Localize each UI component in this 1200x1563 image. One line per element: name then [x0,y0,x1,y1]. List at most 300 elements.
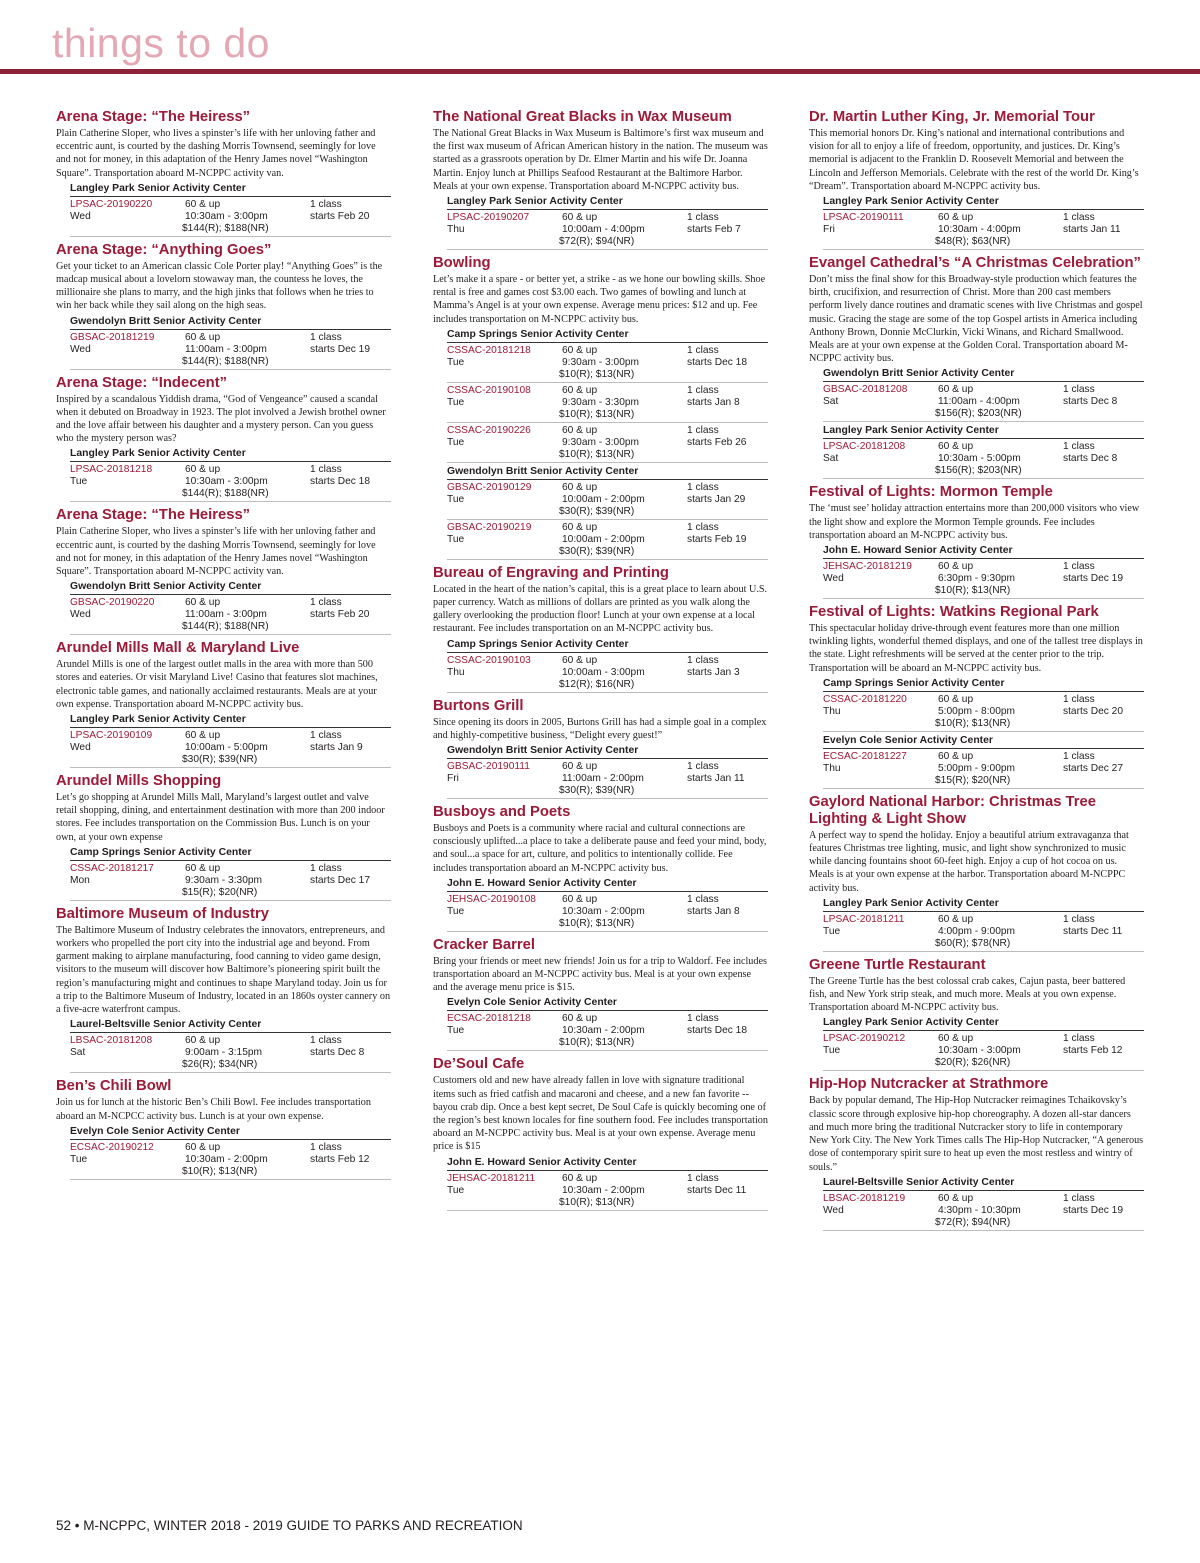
session-fee: $10(R); $13(NR) [935,717,1011,729]
session-code: CSSAC-20190226 [447,424,531,436]
session-time: 5:00pm - 9:00pm [938,762,1016,774]
location-block [823,424,1144,479]
event-description: Bring your friends or meet new friends! Join us for a trip to Waldorf. Fee includes transportation aboard an M-NCPPC activity bus. Meal is at your own expense and the average menu price is $15. [433,955,767,994]
event-description: Inspired by a scandalous Yiddish drama, “God of Vengeance” caused a scandal when it debuted on Broadway in 1923. The plot involved a Jewish brothel owner and the love affair between his daughter and a mystery person. Can you guess who the mystery person was? [56,393,386,445]
session-time: 11:00am - 3:00pm [185,343,267,355]
header-rule [0,69,1200,74]
event-description: Get your ticket to an American classic Cole Porter play! “Anything Goes” is the madcap musical about a lovelorn stowaway man, the countess he loves, the millionaire she plans to marry, and the high jinks that follows when he tries to win her back while they sail along on the high seas. [56,260,383,312]
session-code: LPSAC-20181218 [70,464,153,476]
location-name: Camp Springs Senior Activity Center [447,638,768,653]
session-fee: $144(R); $188(NR) [182,488,269,500]
session-fee: $15(R); $20(NR) [182,886,258,898]
session-time: 10:00am - 5:00pm [185,742,268,754]
session-day: Thu [823,705,841,717]
session-start: starts Dec 11 [1063,925,1123,937]
session-fee: $144(R); $188(NR) [182,621,269,633]
session-time: 10:30am - 2:00pm [185,1153,268,1165]
location-block [447,877,768,932]
event-title: Arena Stage: “Anything Goes” [56,241,272,258]
session-count: 1 class [687,761,719,773]
event-title: Arena Stage: “Indecent” [56,374,228,391]
event-title: Burtons Grill [433,697,524,714]
event-description: This spectacular holiday drive-through event features more than one million twinkling lights, wonderful themed displays, and one of the tallest tree displays in the state. Light refreshments will be served at the center prior to the trip. Transportation will be aboard an M-NCPPC activity bus. [809,623,1143,674]
event-title: De’Soul Cafe [433,1056,525,1073]
session-code: LPSAC-20190111 [823,212,904,224]
session-count: 1 class [687,521,719,533]
session-row [823,439,1144,479]
session-fee: $30(R); $39(NR) [559,505,635,517]
location-block [70,1018,391,1073]
location-block [70,1125,391,1180]
session-row [447,759,768,799]
location-name: Laurel-Beltsville Senior Activity Center [823,1176,1144,1191]
session-code: GBSAC-20181208 [823,384,908,396]
session-start: starts Dec 19 [1063,1204,1124,1216]
session-code: GBSAC-20181219 [70,331,155,343]
event-description: Busboys and Poets is a community where racial and cultural connections are consciously uplifted...a place to take a deliberate pause and feed your mind, body, and soul...a space for art, culture, and politics to intentionally collide. Fee includes transportation aboard an M-NCPPC activity bus. [433,823,767,874]
location-name: John E. Howard Senior Activity Center [447,877,768,892]
session-time: 11:00am - 2:00pm [562,773,644,785]
session-row [823,749,1144,789]
event-title: Ben’s Chili Bowl [56,1078,172,1095]
location-block [447,1156,768,1211]
session-age: 60 & up [938,693,974,705]
session-code: LPSAC-20190207 [447,212,530,224]
session-row [447,1011,768,1051]
location-name: Langley Park Senior Activity Center [70,447,391,462]
content-columns [56,109,1146,1509]
session-code: GBSAC-20190220 [70,597,155,609]
event-description: Arundel Mills is one of the largest outlet malls in the area with more than 500 stores and eateries. Or visit Maryland Live! Casino that features slot machines, electronic table games, and nationally acclaimed restaurants. Meals are at your own expense. Transportation aboard M-NCPPC activity bus. [56,659,378,710]
session-time: 10:00am - 4:00pm [562,224,645,236]
event-listing [809,794,1144,952]
location-name: Langley Park Senior Activity Center [823,1016,1144,1031]
session-code: JEHSAC-20181219 [823,561,912,573]
session-code: GBSAC-20190129 [447,481,532,493]
session-age: 60 & up [938,441,974,453]
session-age: 60 & up [562,761,598,773]
event-title: The National Great Blacks in Wax Museum [433,109,732,125]
session-time: 4:30pm - 10:30pm [938,1204,1021,1216]
event-title: Baltimore Museum of Industry [56,905,269,922]
session-age: 60 & up [185,730,221,742]
session-age: 60 & up [562,384,598,396]
session-day: Wed [70,210,91,222]
session-time: 9:00am - 3:15pm [185,1047,263,1059]
event-listing [56,906,391,1073]
location-name: Langley Park Senior Activity Center [823,195,1144,210]
session-age: 60 & up [938,1033,974,1045]
session-time: 6:30pm - 9:30pm [938,573,1016,585]
location-name: Gwendolyn Britt Senior Activity Center [447,744,768,759]
event-listing [56,109,391,237]
event-title: Arena Stage: “The Heiress” [56,109,251,125]
session-day: Thu [447,224,465,236]
location-block [447,195,768,250]
session-start: starts Jan 29 [687,493,746,505]
session-day: Fri [447,773,459,785]
session-start: starts Dec 8 [310,1047,365,1059]
location-block [447,744,768,799]
event-listing [56,242,391,370]
session-day: Tue [447,905,465,917]
event-description: Customers old and new have already fallen in love with signature traditional items such as fried catfish and macaroni and cheese, and a new fan favorite -- bayou crab dip. Once a best kept secret, De Soul Cafe is quickly becoming one of the region’s best known locales for fine southern food. Fee includes transportation aboard an M-NCPPC activity bus. Meal is at your own expense. Average menu price is $15 [433,1075,768,1153]
session-fee: $15(R); $20(NR) [935,774,1011,786]
session-code: LPSAC-20190109 [70,730,153,742]
session-row [70,1140,391,1180]
session-age: 60 & up [938,1192,974,1204]
event-title: Bowling [433,255,491,272]
session-code: ECSAC-20181227 [823,750,907,762]
session-code: JEHSAC-20190108 [447,893,536,905]
session-count: 1 class [310,1035,342,1047]
session-fee: $30(R); $39(NR) [182,754,258,766]
page-footer: 52 • M-NCPPC, WINTER 2018 - 2019 GUIDE TO PARKS AND RECREATION [56,1518,523,1533]
location-name: John E. Howard Senior Activity Center [823,544,1144,559]
session-row [70,197,391,237]
location-name: Langley Park Senior Activity Center [70,713,391,728]
session-code: GBSAC-20190111 [447,761,530,773]
location-name: Langley Park Senior Activity Center [70,182,391,197]
session-fee: $10(R); $13(NR) [559,408,635,420]
event-description: Since opening its doors in 2005, Burtons Grill has had a simple goal in a complex and highly-competitive business, “Delight every guest!” [433,716,767,741]
session-start: starts Jan 8 [687,396,740,408]
event-listing [433,804,768,932]
session-fee: $60(R); $78(NR) [935,937,1011,949]
location-block [70,315,391,370]
location-block [447,465,768,560]
location-block [70,580,391,635]
location-name: Gwendolyn Britt Senior Activity Center [70,315,391,330]
session-row [823,1031,1144,1071]
event-listing [433,109,768,250]
event-description: The National Great Blacks in Wax Museum is Baltimore’s first wax museum and the first wax museum of African American history in the nation. The museum was started as a grassroots operation by Dr. Elmer Martin and his wife Dr. Joanna Martin. Enjoy lunch at Phillips Seafood Restaurant at the Baltimore Harbor. Meals at your own expense. Transportation aboard M-NCPPC activity bus. [433,128,768,192]
event-title: Arundel Mills Mall & Maryland Live [56,640,300,657]
location-block [823,367,1144,422]
session-row [447,653,768,693]
session-day: Tue [70,1153,88,1165]
event-description: The Greene Turtle has the best colossal crab cakes, Cajun pasta, beer battered fish, and New York strip steak, and much more. Meals at you own expense. Transportation aboard M-NCPPC activity bus. [809,975,1126,1014]
session-start: starts Dec 11 [687,1184,747,1196]
session-fee: $10(R); $13(NR) [559,1196,635,1208]
session-start: starts Feb 12 [1063,1045,1123,1057]
session-fee: $30(R); $39(NR) [559,785,635,797]
session-start: starts Dec 27 [1063,762,1124,774]
session-row [823,692,1144,732]
session-code: GBSAC-20190219 [447,521,532,533]
session-row [70,861,391,901]
session-time: 10:30am - 3:00pm [938,1045,1021,1057]
session-row [70,728,391,768]
session-day: Sat [823,396,839,408]
event-title: Festival of Lights: Mormon Temple [809,484,1053,501]
event-description: Join us for lunch at the historic Ben’s Chili Bowl. Fee includes transportation aboard an M-NCPCC activity bus. Lunch is at your own expense. [56,1097,371,1122]
session-code: LPSAC-20181211 [823,913,905,925]
session-age: 60 & up [562,212,598,224]
session-fee: $26(R); $34(NR) [182,1059,258,1071]
session-day: Tue [447,493,465,505]
session-fee: $10(R); $13(NR) [559,448,635,460]
session-count: 1 class [1063,750,1095,762]
session-count: 1 class [687,893,719,905]
session-count: 1 class [1063,913,1095,925]
session-count: 1 class [1063,561,1095,573]
location-block [823,677,1144,732]
session-day: Tue [447,1025,465,1037]
session-row [823,912,1144,952]
session-day: Wed [823,573,844,585]
session-day: Sat [823,453,839,465]
session-age: 60 & up [562,654,598,666]
session-start: starts Feb 19 [687,533,747,545]
location-name: John E. Howard Senior Activity Center [447,1156,768,1171]
page-title: things to do [52,20,270,66]
session-time: 11:00am - 4:00pm [938,396,1020,408]
session-time: 10:30am - 5:00pm [938,453,1021,465]
session-day: Wed [70,742,91,754]
session-age: 60 & up [938,384,974,396]
session-age: 60 & up [185,597,221,609]
session-age: 60 & up [562,521,598,533]
event-title: Festival of Lights: Watkins Regional Park [809,604,1099,621]
session-day: Tue [447,1184,465,1196]
session-age: 60 & up [562,481,598,493]
event-listing [809,1076,1144,1230]
session-count: 1 class [1063,212,1095,224]
session-fee: $144(R); $188(NR) [182,355,269,367]
session-count: 1 class [310,1141,342,1153]
session-count: 1 class [310,464,342,476]
event-listing [433,1056,768,1210]
session-time: 5:00pm - 8:00pm [938,705,1016,717]
session-code: LPSAC-20190212 [823,1033,906,1045]
session-start: starts Dec 19 [310,343,371,355]
session-age: 60 & up [562,1172,598,1184]
session-count: 1 class [310,862,342,874]
session-row [70,595,391,635]
location-name: Evelyn Cole Senior Activity Center [823,734,1144,749]
location-block [823,897,1144,952]
session-code: ECSAC-20190212 [70,1141,154,1153]
location-name: Gwendolyn Britt Senior Activity Center [823,367,1144,382]
session-row [447,210,768,250]
session-time: 11:00am - 3:00pm [185,609,267,621]
session-day: Tue [447,533,465,545]
session-row [447,1171,768,1211]
event-description: Don’t miss the final show for this Broadway-style production which features the birth, crucifixion, and resurrection of Christ. More than 200 cast members perform lively dance routines and dramatic scenes with live Christmas and gospel music. Gracing the stage are some of the top Gospel artists in America including Anthony Brown, Donnie McClurkin, Vicki Winans, and Richard Smallwood. Meals are at your own expense at the Golden Coral. Transportation aboard M-NCPPC activity bus. [809,274,1143,365]
session-age: 60 & up [562,424,598,436]
event-title: Arundel Mills Shopping [56,773,222,790]
session-count: 1 class [687,654,719,666]
session-count: 1 class [687,384,719,396]
location-block [823,544,1144,599]
session-fee: $72(R); $94(NR) [935,1216,1011,1228]
session-start: starts Jan 9 [310,742,363,754]
session-day: Wed [70,343,91,355]
event-title: Greene Turtle Restaurant [809,956,986,973]
location-name: Evelyn Cole Senior Activity Center [447,996,768,1011]
session-fee: $10(R); $13(NR) [935,585,1011,597]
session-day: Mon [70,874,90,886]
column-1 [56,109,391,1185]
session-time: 9:30am - 3:00pm [562,356,640,368]
session-count: 1 class [687,1172,719,1184]
session-count: 1 class [310,198,342,210]
session-time: 10:30am - 3:00pm [185,476,268,488]
session-code: LBSAC-20181219 [823,1192,906,1204]
session-fee: $156(R); $203(NR) [935,465,1022,477]
session-age: 60 & up [938,913,974,925]
session-time: 4:00pm - 9:00pm [938,925,1016,937]
session-fee: $72(R); $94(NR) [559,236,635,248]
session-count: 1 class [310,730,342,742]
session-code: LPSAC-20190220 [70,198,153,210]
session-row [447,343,768,383]
session-count: 1 class [1063,693,1095,705]
session-code: CSSAC-20181217 [70,862,154,874]
event-listing [433,255,768,560]
session-start: starts Dec 18 [687,356,748,368]
session-fee: $20(R); $26(NR) [935,1057,1011,1069]
session-start: starts Dec 17 [310,874,371,886]
location-name: Gwendolyn Britt Senior Activity Center [447,465,768,480]
location-name: Camp Springs Senior Activity Center [823,677,1144,692]
session-count: 1 class [687,481,719,493]
session-day: Thu [823,762,841,774]
session-row [447,892,768,932]
location-name: Evelyn Cole Senior Activity Center [70,1125,391,1140]
event-title: Busboys and Poets [433,804,571,821]
session-fee: $10(R); $13(NR) [559,368,635,380]
session-age: 60 & up [185,1141,221,1153]
location-block [823,1176,1144,1231]
session-count: 1 class [1063,441,1095,453]
location-block [70,846,391,901]
session-count: 1 class [1063,1033,1095,1045]
session-day: Thu [447,666,465,678]
event-description: Plain Catherine Sloper, who lives a spinster’s life with her unloving father and eccentric aunt, is courted by the dashing Morris Townsend, seemingly for love and not for money, in this adaptation of the Henry James novel “Washington Square”. Transportation aboard M-NCPPC activity van. [56,128,376,179]
location-block [823,734,1144,789]
session-count: 1 class [687,344,719,356]
location-block [447,328,768,463]
event-listing [56,375,391,503]
location-name: Langley Park Senior Activity Center [823,424,1144,439]
event-listing [809,484,1144,599]
session-fee: $48(R); $63(NR) [935,236,1011,248]
session-start: starts Jan 3 [687,666,740,678]
session-start: starts Jan 8 [687,905,740,917]
location-block [70,713,391,768]
session-start: starts Jan 11 [1063,224,1121,236]
session-start: starts Dec 8 [1063,396,1118,408]
session-time: 10:00am - 3:00pm [562,666,645,678]
session-day: Wed [823,1204,844,1216]
session-time: 10:30am - 4:00pm [938,224,1021,236]
event-title: Gaylord National Harbor: Christmas Tree Lighting & Light Show [809,793,1096,827]
session-fee: $10(R); $13(NR) [559,1037,635,1049]
session-code: CSSAC-20181218 [447,344,531,356]
session-day: Sat [70,1047,86,1059]
session-age: 60 & up [938,212,974,224]
location-block [823,1016,1144,1071]
session-start: starts Feb 20 [310,210,370,222]
event-listing [433,698,768,799]
event-listing [809,255,1144,479]
event-description: Back by popular demand, The Hip-Hop Nutcracker reimagines Tchaikovsky’s classic score through explosive hip-hop choreography. A dozen all-star dancers and much more bring the traditional Nutcracker story to life in contemporary New York City. The New York Times calls The Hip-Hop Nutcracker, “A generous dose of contemporary spirit sure to heat up even the most restless and wintry of souls.” [809,1095,1144,1173]
session-time: 9:30am - 3:30pm [562,396,640,408]
location-name: Laurel-Beltsville Senior Activity Center [70,1018,391,1033]
session-row [447,480,768,520]
event-listing [56,640,391,768]
session-start: starts Dec 18 [310,476,371,488]
session-count: 1 class [687,424,719,436]
session-start: starts Feb 12 [310,1153,370,1165]
session-code: ECSAC-20181218 [447,1013,531,1025]
location-name: Langley Park Senior Activity Center [823,897,1144,912]
location-block [70,182,391,237]
session-start: starts Dec 8 [1063,453,1118,465]
session-row [70,330,391,370]
session-age: 60 & up [185,1035,221,1047]
session-fee: $156(R); $203(NR) [935,408,1022,420]
event-description: A perfect way to spend the holiday. Enjoy a beautiful atrium extravaganza that features Christmas tree lighting, music, and light show synchronized to music while dancing fountains shoot 60-feet high. Enjoy a cup of hot cocoa on us. Meals is at your own expense at the harbor. Transportation aboard M-NCPPC activity bus. [809,829,1129,894]
session-row [823,559,1144,599]
event-listing [56,1078,391,1179]
session-fee: $10(R); $13(NR) [559,917,635,929]
location-block [447,996,768,1051]
event-title: Dr. Martin Luther King, Jr. Memorial Tour [809,109,1095,125]
session-day: Tue [823,1045,841,1057]
session-day: Tue [447,436,465,448]
session-start: starts Jan 11 [687,773,745,785]
session-time: 10:30am - 2:00pm [562,1184,645,1196]
session-fee: $30(R); $39(NR) [559,545,635,557]
session-age: 60 & up [938,561,974,573]
session-start: starts Feb 20 [310,609,370,621]
session-age: 60 & up [562,893,598,905]
session-time: 10:30am - 2:00pm [562,1025,645,1037]
session-time: 9:30am - 3:00pm [562,436,640,448]
session-time: 10:00am - 2:00pm [562,533,645,545]
session-age: 60 & up [562,344,598,356]
session-row [823,1191,1144,1231]
event-title: Cracker Barrel [433,936,536,953]
event-description: The ‘must see’ holiday attraction entertains more than 200,000 visitors who view the light show and explore the Mormon Temple grounds. Fee includes transportation aboard an M-NCPPC activity bus. [809,503,1140,541]
session-row [70,1033,391,1073]
session-time: 9:30am - 3:30pm [185,874,263,886]
session-fee: $144(R); $188(NR) [182,222,269,234]
session-day: Wed [70,609,91,621]
session-age: 60 & up [185,464,221,476]
location-name: Langley Park Senior Activity Center [447,195,768,210]
column-3 [809,109,1144,1236]
session-count: 1 class [1063,384,1095,396]
event-description: This memorial honors Dr. King’s national and international contributions and vision for all to enjoy a life of freedom, opportunity, and justices. Dr. King’s memorial is adjacent to the Franklin D. Roosevelt Memorial and between the Lincoln and Jefferson Memorials. Celebrate with the rest of the world Dr. King’s “Dream”. Transportation aboard M-NCPPC activity bus. [809,128,1139,192]
event-description: The Baltimore Museum of Industry celebrates the innovators, entrepreneurs, and workers who propelled the port city into the industrial age and beyond. From garment making to airplane manufacturing, food canning to video game design, visitors to the museum will discover how Baltimore’s pioneering spirit built the region’s manufacturing might and continues to shape Maryland today. Join us for a trip to the Baltimore Museum of Industry, located in an 1860s oyster cannery on a five-acre waterfront campus. [56,924,391,1016]
event-description: Let’s make it a spare - or better yet, a strike - as we hone our bowling skills. Shoe rental is free and games cost $3.00 each. Two games of bowling and lunch at Mamma’s Angel is at your own expense. Average menu prices: $12 and up. Fee includes transportation on M-NCPPC activity bus. [433,274,766,325]
session-code: JEHSAC-20181211 [447,1172,536,1184]
session-row [447,520,768,560]
session-code: CSSAC-20190103 [447,654,531,666]
location-name: Gwendolyn Britt Senior Activity Center [70,580,391,595]
session-time: 10:00am - 2:00pm [562,493,645,505]
session-row [447,423,768,463]
session-age: 60 & up [185,862,221,874]
event-title: Bureau of Engraving and Printing [433,564,669,581]
location-block [70,447,391,502]
event-listing [433,565,768,693]
session-time: 10:30am - 3:00pm [185,210,268,222]
